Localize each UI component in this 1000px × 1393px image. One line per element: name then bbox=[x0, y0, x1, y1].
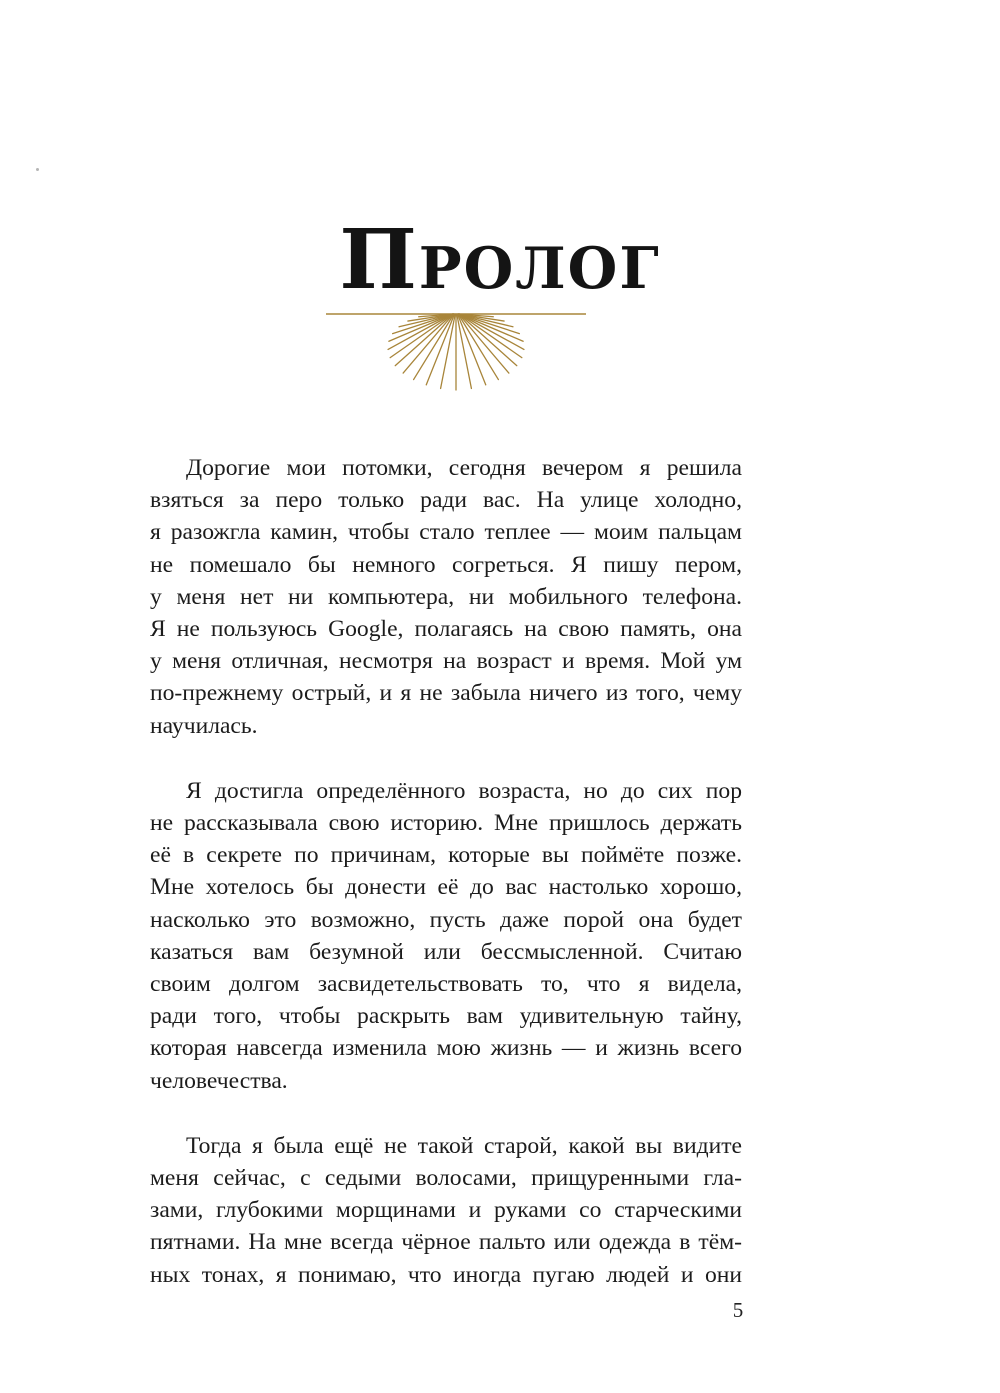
text-line: Я не пользуюсь Google, полагаясь на свою память, она bbox=[150, 616, 742, 643]
text-line: у меня нет ни компьютера, ни мобильного телефона. bbox=[150, 583, 742, 610]
text-line: казаться вам безумной или бессмысленной. Считаю bbox=[150, 938, 742, 965]
text-line: которая навсегда изменила мою жизнь — и жизнь всего bbox=[150, 1035, 742, 1062]
text-line: по-прежнему острый, и я не забыла ничего из того, чему bbox=[150, 680, 742, 707]
text-line: Дорогие мои потомки, сегодня вечером я решила bbox=[186, 455, 742, 481]
text-line: взяться за перо только ради вас. На улице холодно, bbox=[150, 487, 742, 514]
text-line: научилась. bbox=[150, 712, 258, 739]
text-line: я разожгла камин, чтобы стало теплее — моим пальцам bbox=[150, 519, 742, 546]
paragraph-1 bbox=[150, 452, 742, 742]
paragraph-2 bbox=[150, 775, 742, 1097]
text-line: Мне хотелось бы донести её до вас настолько хорошо, bbox=[150, 874, 742, 901]
text-line: Я достигла определённого возраста, но до сих пор bbox=[186, 777, 742, 804]
text-line: своим долгом засвидетельствовать то, что я видела, bbox=[150, 971, 742, 998]
text-line: не рассказывала свою историю. Мне пришлось держать bbox=[150, 810, 742, 837]
text-line: пятнами. На мне всегда чёрное пальто или одежда в тём- bbox=[150, 1229, 742, 1256]
text-line: у меня отличная, несмотря на возраст и время. Мой ум bbox=[150, 648, 742, 675]
page-number: 5 bbox=[732, 1298, 744, 1322]
sunburst-ornament-icon bbox=[324, 312, 588, 392]
paper-speck bbox=[36, 168, 39, 171]
text-line: ных тонах, я понимаю, что иногда пугаю людей и они bbox=[150, 1261, 742, 1288]
text-line: её в секрете по причинам, которые вы поймёте позже. bbox=[150, 842, 742, 869]
text-line: насколько это возможно, пусть даже порой она будет bbox=[150, 906, 742, 933]
ornament-ray bbox=[389, 314, 453, 341]
text-line: не помешало бы немного согреться. Я пишу пером, bbox=[150, 551, 742, 578]
text-line: человечества. bbox=[150, 1067, 288, 1094]
ornament-ray bbox=[457, 314, 472, 388]
ornament-ray bbox=[441, 314, 456, 388]
text-line: Тогда я была ещё не такой старой, какой вы видите bbox=[186, 1132, 742, 1159]
body-text bbox=[150, 452, 742, 1324]
text-line: меня сейчас, с седыми волосами, прищуренными гла- bbox=[150, 1165, 742, 1192]
text-line: зами, глубокими морщинами и руками со старческими bbox=[150, 1197, 742, 1224]
ornament-ray bbox=[459, 314, 523, 341]
paragraph-3 bbox=[150, 1130, 742, 1291]
chapter-title: Пролог bbox=[339, 212, 661, 308]
text-line: ради того, чтобы раскрыть вам удивительную тайну, bbox=[150, 1003, 742, 1030]
